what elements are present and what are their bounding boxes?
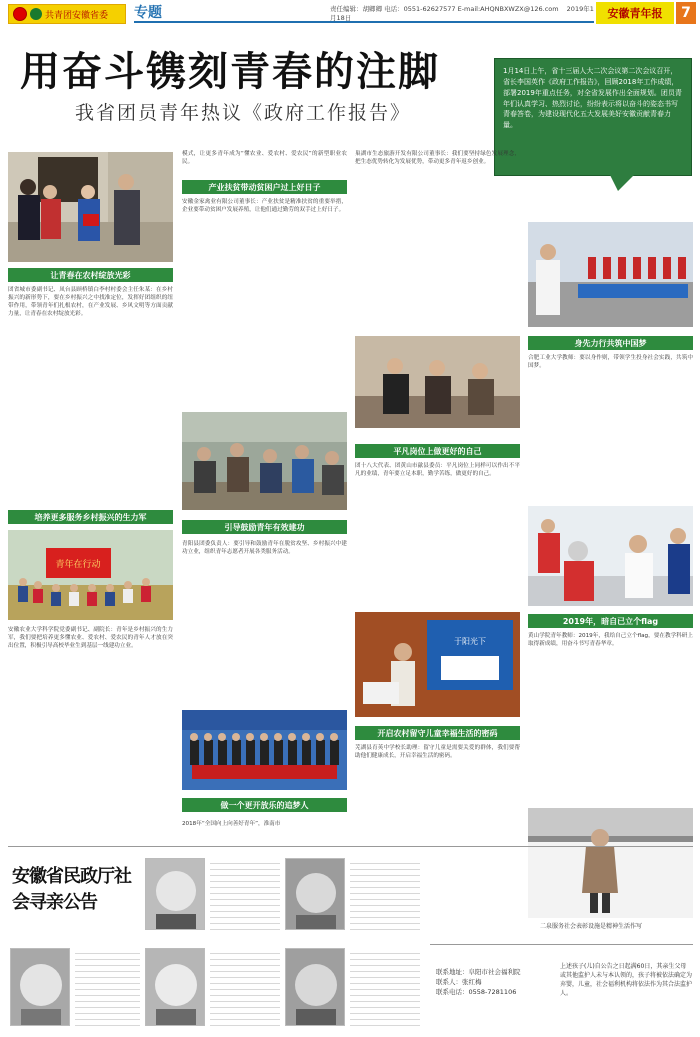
photo-village-meeting [182, 412, 347, 510]
article-col4-b: 黄山学院青年教师：2019年，我给自己立个flag，要在教学科研上取得新成绩，用奋斗书写青春华章。 [528, 633, 693, 648]
notice-divider [430, 944, 693, 945]
notice-text-5 [350, 948, 420, 1026]
article-col2-a: 模式，让更多青年成为“懂农业、爱农村、爱农民”的新型职业农民。 [182, 151, 347, 166]
baby-photo-3 [10, 948, 70, 1026]
contact-phone: 联系电话：0558-7281106 [436, 987, 517, 996]
photo-snow-girl [528, 808, 693, 918]
party-emblem-icon [13, 7, 27, 21]
bubble-tail [610, 175, 634, 191]
intro-bubble: 1月14日上午，省十三届人大二次会议第二次会议召开，省长李国英作《政府工作报告》，回顾2018年工作成绩，部署2019年重点任务，对全省发展作出全面规划。团员青年们认真学习、热烈讨论，纷纷表示将以奋斗的姿态书写青春答卷，为建设现代化五大发展美好安徽贡献青春力量。 [494, 58, 692, 176]
photo-stage-group [182, 710, 347, 790]
baby-photo-5 [285, 948, 345, 1026]
caption-bar-7: 开启农村留守儿童幸福生活的密码 [355, 726, 520, 740]
svg-text:于阳光下: 于阳光下 [454, 637, 486, 646]
photo-family-visit [355, 336, 520, 428]
caption-bar-6: 平凡岗位上做更好的自己 [355, 444, 520, 458]
contact-person: 联系人：张红梅 [436, 977, 482, 986]
page-subtitle: 我省团员青年热议《政府工作报告》 [75, 102, 412, 124]
header-badge [8, 4, 126, 24]
article-col2-c: 青阳县团委负责人：要引导和鼓励青年在脱贫攻坚、乡村振兴中建功立业，组织青年志愿者开展各类服务活动。 [182, 541, 347, 556]
page-title: 用奋斗镌刻青春的注脚 [20, 48, 440, 95]
section-divider [8, 846, 693, 847]
article-col1-a: 团省城市委副书记、凤台县顾桥镇白李村村委会主任朱某：在乡村振兴的新形势下，要在乡村振兴之中找准定位，发挥好团组织的纽带作用，带领青年们扎根农村，在产业发展、乡风文明等方面贡献力量，让青春在农村绽放光彩。 [8, 287, 173, 318]
newspaper-brand: 安徽青年报 [596, 2, 674, 24]
notice-text-3 [75, 948, 140, 1026]
page-number: 7 [676, 2, 696, 24]
baby-photo-4 [145, 948, 205, 1026]
article-col3-c: 芜湖县育英中学校长助理：留守儿童是需要关爱的群体，我们要帮助他们健康成长，开启幸福生活的密码。 [355, 745, 520, 760]
caption-bar-4: 引导鼓励青年有效建功 [182, 520, 347, 534]
article-col4-top [528, 205, 693, 219]
baby-photo-2 [285, 858, 345, 930]
caption-bar-8: 身先力行共筑中国梦 [528, 336, 693, 350]
article-col3-a: 巢湖市生态旅游开发有限公司董事长：我们要坚持绿色发展理念，把生态优势转化为发展优势，带动更多青年返乡创业。 [355, 151, 520, 166]
issue-date: 2019年1月18日 [330, 5, 594, 22]
caption-bar-5: 做一个更开放乐的追梦人 [182, 798, 347, 812]
header-badge-label: 共青团安徽省委 [45, 10, 109, 21]
caption-bar-3: 产业扶贫带动贫困户过上好日子 [182, 180, 347, 194]
notice-title: 安徽省民政厅社会寻亲公告 [12, 866, 131, 913]
photo-consultation [528, 506, 693, 606]
notice-text-1 [210, 858, 280, 930]
article-col2-d: 2018年“全国向上向善好青年”，淮南市 [182, 821, 281, 827]
article-col1-b: 安徽农业大学科学院党委副书记、副院长：青年是乡村振兴的生力军，我们要把培养更多懂农业、爱农村、爱农民的青年人才放在突出位置，积极引导高校毕业生到基层一线建功立业。 [8, 627, 173, 650]
contact-address: 联系地址：阜阳市社会福利院 [436, 968, 521, 976]
section-label: 专题 [134, 5, 162, 21]
baby-photo-1 [145, 858, 205, 930]
photo-speaker-screen [355, 612, 520, 717]
article-col2-b: 安徽金家禽业有限公司董事长：产业扶贫是精准扶贫的重要举措，企业要带动贫困户发展养殖，让他们通过勤劳的双手过上好日子。 [182, 199, 347, 214]
league-emblem-icon [30, 8, 42, 20]
article-col4-a: 合肥工业大学教师：要以身作则，带领学生投身社会实践，共筑中国梦。 [528, 355, 693, 370]
notice-statement: 上述孩子(儿)自公告之日起满60日，其亲生父母或其他监护人未与本认领的，孩子将被依法确定为弃婴，儿童，社会福利机构将依法作为其合法监护人。 [560, 963, 693, 997]
caption-bar-1: 让青春在农村绽放光彩 [8, 268, 173, 282]
editor-contact: 责任编辑：胡卿卿 电话：0551-62627577 E-mail:AHQNBXWZX@126.com [330, 5, 559, 13]
notice-text-4 [210, 948, 280, 1026]
notice-text-2 [350, 858, 420, 930]
notice-contact [436, 968, 556, 997]
photo-village-visit [8, 152, 173, 262]
header-meta [330, 4, 600, 22]
photo-caption-bottom: 二泉服务社会表彰设施是精神生活作写 [540, 923, 643, 930]
photo-table-tennis [528, 222, 693, 327]
caption-bar-2: 培养更多服务乡村振兴的生力军 [8, 510, 173, 524]
svg-text:青年在行动: 青年在行动 [55, 560, 101, 570]
article-col3-b: 团十八大代表、团黄山市歙县委员：平凡岗位上同样可以作出不平凡的业绩，青年要立足本职，勤学苦练，做更好的自己。 [355, 463, 520, 478]
photo-group-banner [8, 530, 173, 620]
caption-bar-9: 2019年，暗自已立个flag [528, 614, 693, 628]
